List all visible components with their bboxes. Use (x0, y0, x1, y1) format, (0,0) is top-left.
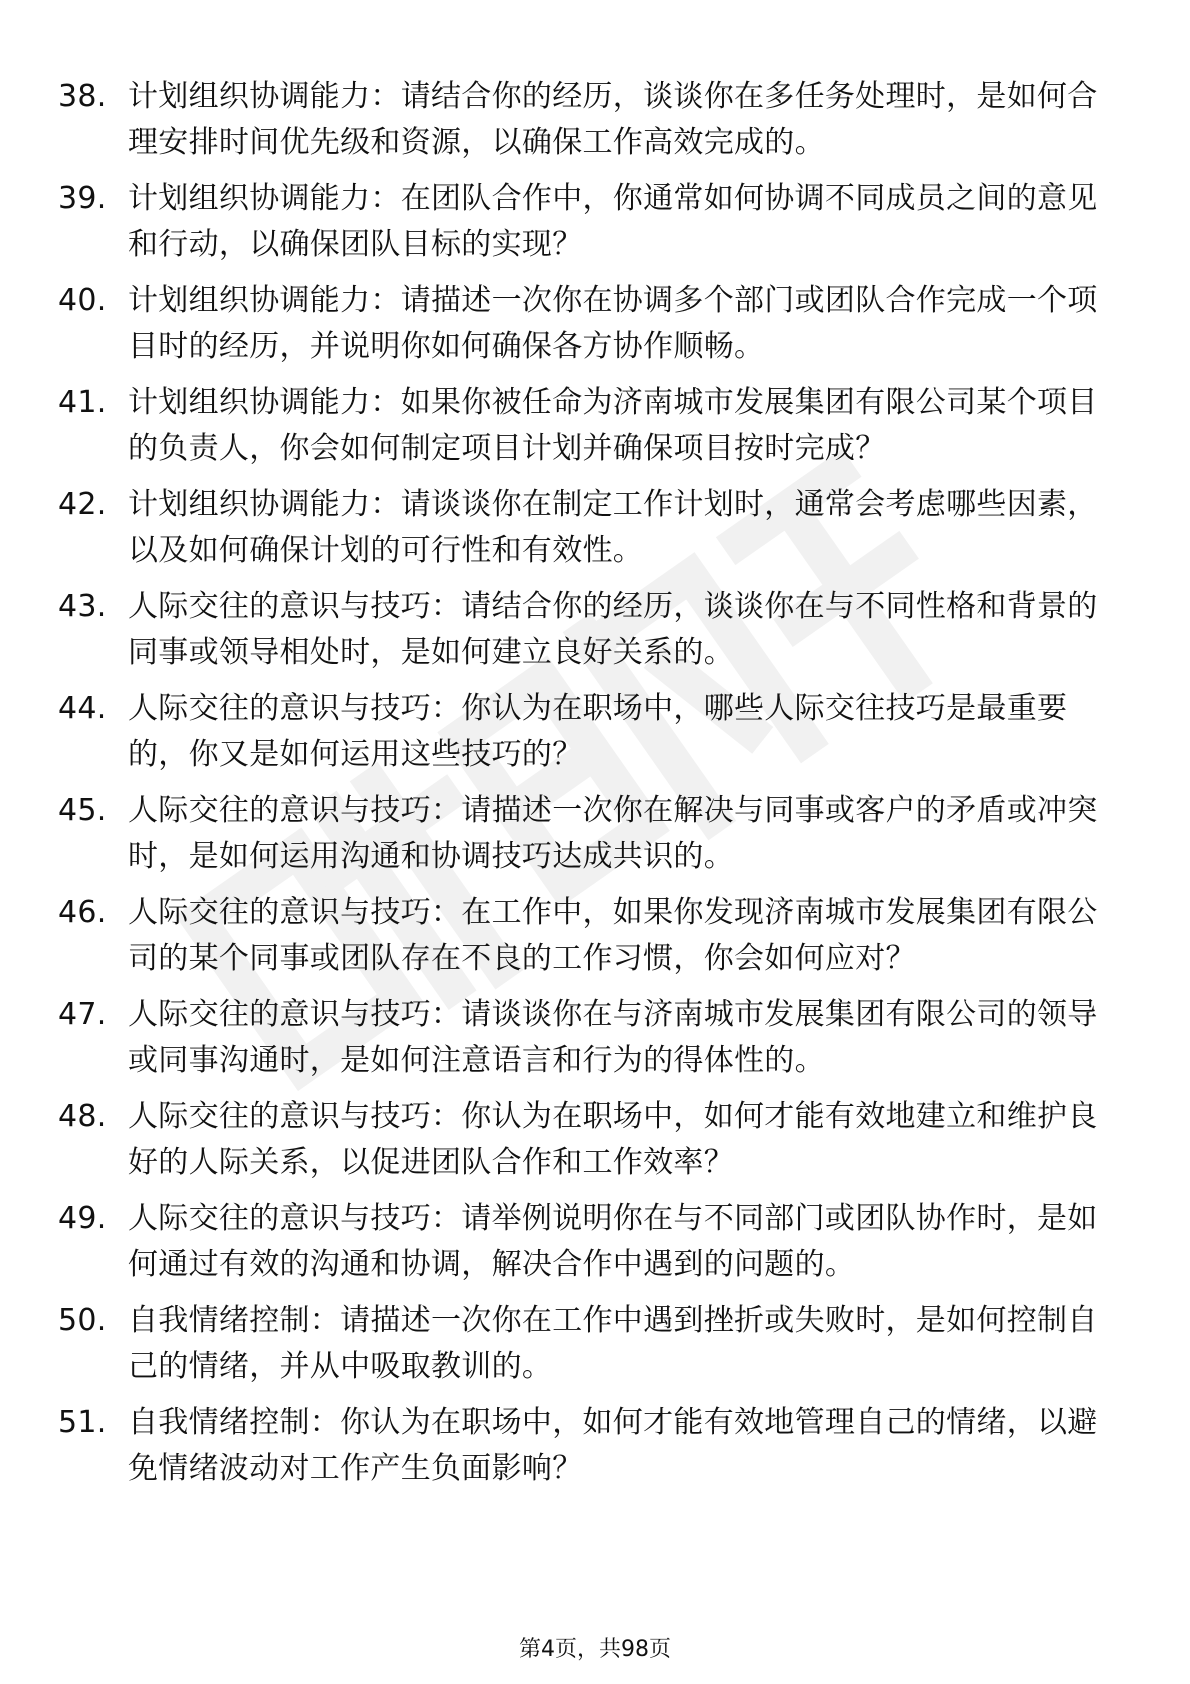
question-item (58, 890, 1118, 982)
question-item (58, 1400, 1118, 1492)
question-item (58, 278, 1118, 370)
question-item (58, 74, 1118, 166)
question-number: 42. (58, 487, 107, 522)
question-item (58, 686, 1118, 778)
question-text: 自我情绪控制：请描述一次你在工作中遇到挫折或失败时，是如何控制自己的情绪，并从中吸取教训的。 (128, 1303, 1098, 1384)
question-number: 51. (58, 1405, 107, 1440)
question-text: 人际交往的意识与技巧：你认为在职场中，如何才能有效地建立和维护良好的人际关系，以促进团队合作和工作效率？ (128, 1099, 1098, 1180)
question-item (58, 788, 1118, 880)
question-text: 人际交往的意识与技巧：请谈谈你在与济南城市发展集团有限公司的领导或同事沟通时，是如何注意语言和行为的得体性的。 (128, 997, 1098, 1078)
question-number: 50. (58, 1303, 107, 1338)
question-item (58, 176, 1118, 268)
question-number: 49. (58, 1201, 107, 1236)
question-number: 47. (58, 997, 107, 1032)
question-text: 计划组织协调能力：在团队合作中，你通常如何协调不同成员之间的意见和行动，以确保团队目标的实现？ (128, 181, 1098, 262)
question-number: 44. (58, 691, 107, 726)
question-item (58, 482, 1118, 574)
question-text: 计划组织协调能力：请谈谈你在制定工作计划时，通常会考虑哪些因素，以及如何确保计划的可行性和有效性。 (128, 487, 1098, 568)
question-text: 人际交往的意识与技巧：请描述一次你在解决与同事或客户的矛盾或冲突时，是如何运用沟通和协调技巧达成共识的。 (128, 793, 1098, 874)
question-item (58, 584, 1118, 676)
question-number: 45. (58, 793, 107, 828)
question-item (58, 380, 1118, 472)
question-text: 人际交往的意识与技巧：请结合你的经历，谈谈你在与不同性格和背景的同事或领导相处时，是如何建立良好关系的。 (128, 589, 1098, 670)
question-text: 人际交往的意识与技巧：你认为在职场中，哪些人际交往技巧是最重要的，你又是如何运用这些技巧的？ (128, 691, 1068, 772)
question-item (58, 992, 1118, 1084)
question-text: 计划组织协调能力：请结合你的经历，谈谈你在多任务处理时，是如何合理安排时间优先级和资源，以确保工作高效完成的。 (128, 79, 1098, 160)
question-number: 41. (58, 385, 107, 420)
question-text: 人际交往的意识与技巧：在工作中，如果你发现济南城市发展集团有限公司的某个同事或团队存在不良的工作习惯，你会如何应对？ (128, 895, 1098, 976)
page-footer (0, 1632, 1190, 1663)
question-text: 自我情绪控制：你认为在职场中，如何才能有效地管理自己的情绪，以避免情绪波动对工作产生负面影响？ (128, 1405, 1098, 1486)
question-number: 43. (58, 589, 107, 624)
question-text: 人际交往的意识与技巧：请举例说明你在与不同部门或团队协作时，是如何通过有效的沟通和协调，解决合作中遇到的问题的。 (128, 1201, 1098, 1282)
question-text: 计划组织协调能力：如果你被任命为济南城市发展集团有限公司某个项目的负责人，你会如何制定项目计划并确保项目按时完成？ (128, 385, 1098, 466)
question-item (58, 1298, 1118, 1390)
page-number-label: 第4页，共98页 (519, 1637, 671, 1662)
question-item (58, 1094, 1118, 1186)
question-text: 计划组织协调能力：请描述一次你在协调多个部门或团队合作完成一个项目时的经历，并说明你如何确保各方协作顺畅。 (128, 283, 1098, 364)
question-number: 40. (58, 283, 107, 318)
question-number: 46. (58, 895, 107, 930)
question-number: 48. (58, 1099, 107, 1134)
question-item (58, 1196, 1118, 1288)
question-number: 39. (58, 181, 107, 216)
question-number: 38. (58, 79, 107, 114)
question-list (58, 74, 1118, 1502)
